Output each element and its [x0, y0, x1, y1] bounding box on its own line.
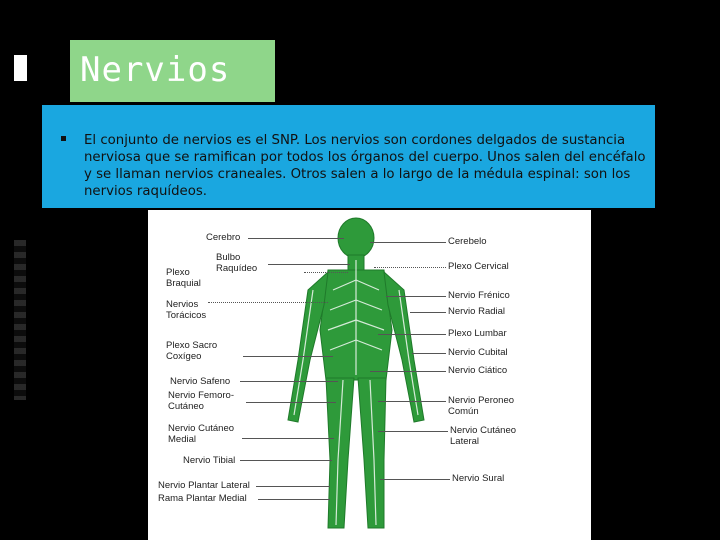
- leader-line: [240, 381, 338, 382]
- nervous-system-diagram: [148, 210, 591, 540]
- leader-line: [378, 431, 448, 432]
- leader-line: [410, 312, 446, 313]
- label-nervio-radial: Nervio Radial: [448, 306, 506, 317]
- slide-decoration-stripes: [14, 240, 26, 400]
- leader-line: [378, 401, 446, 402]
- label-nervio-cubital: Nervio Cubital: [448, 347, 508, 358]
- label-nervio-tibial: Nervio Tibial: [183, 455, 236, 466]
- label-cerebelo: Cerebelo: [448, 236, 487, 247]
- leader-line: [412, 353, 446, 354]
- slide-decoration-bar: [14, 55, 27, 81]
- leader-line: [258, 499, 330, 500]
- label-plexo-braquial: Plexo Braquial: [166, 267, 201, 289]
- leader-line: [248, 238, 344, 239]
- label-nervio-cutaneo-medial: Nervio Cutáneo Medial: [168, 423, 235, 445]
- leader-line: [304, 272, 348, 273]
- leader-line: [246, 402, 336, 403]
- label-nervio-peroneo-comun: Nervio Peroneo Común: [448, 395, 515, 417]
- body-paragraph: El conjunto de nervios es el SNP. Los nervios son cordones delgados de sustancia nerviosa que se ramifican por todos los órganos del cuerpo. Unos salen del encéfalo y se llaman nervios craneales. Otros salen a lo largo de la médula espinal: son los nervios raquídeos.: [84, 133, 646, 199]
- label-nervio-sural: Nervio Sural: [452, 473, 505, 484]
- leader-line: [240, 460, 332, 461]
- leader-line: [268, 264, 350, 265]
- leader-line: [243, 356, 333, 357]
- label-rama-plantar-medial: Rama Plantar Medial: [158, 493, 247, 504]
- label-plexo-sacro-coxigeo: Plexo Sacro Coxígeo: [166, 340, 218, 362]
- label-plexo-cervical: Plexo Cervical: [448, 261, 509, 272]
- leader-line: [370, 242, 446, 243]
- leader-line: [378, 334, 446, 335]
- slide-title: Nervios: [80, 50, 231, 90]
- leader-line: [256, 486, 330, 487]
- label-cerebro: Cerebro: [206, 232, 241, 243]
- label-nervio-safeno: Nervio Safeno: [170, 376, 231, 387]
- label-nervios-toracicos: Nervios Torácicos: [166, 299, 207, 321]
- leader-line: [370, 371, 446, 372]
- label-nervio-femoro-cutaneo: Nervio Femoro-Cutáneo: [168, 390, 234, 412]
- label-plexo-lumbar: Plexo Lumbar: [448, 328, 507, 339]
- leader-line: [374, 267, 446, 268]
- leader-line: [208, 302, 328, 303]
- label-nervio-frenico: Nervio Frénico: [448, 290, 510, 301]
- label-nervio-plantar-lateral: Nervio Plantar Lateral: [158, 480, 250, 491]
- label-nervio-cutaneo-lateral: Nervio Cutáneo Lateral: [450, 425, 517, 447]
- bullet-icon: [61, 136, 66, 141]
- leader-line: [386, 296, 446, 297]
- label-nervio-ciatico: Nervio Ciático: [448, 365, 508, 376]
- leader-line: [380, 479, 450, 480]
- label-bulbo-raquideo: Bulbo Raquídeo: [216, 252, 258, 274]
- leader-line: [242, 438, 334, 439]
